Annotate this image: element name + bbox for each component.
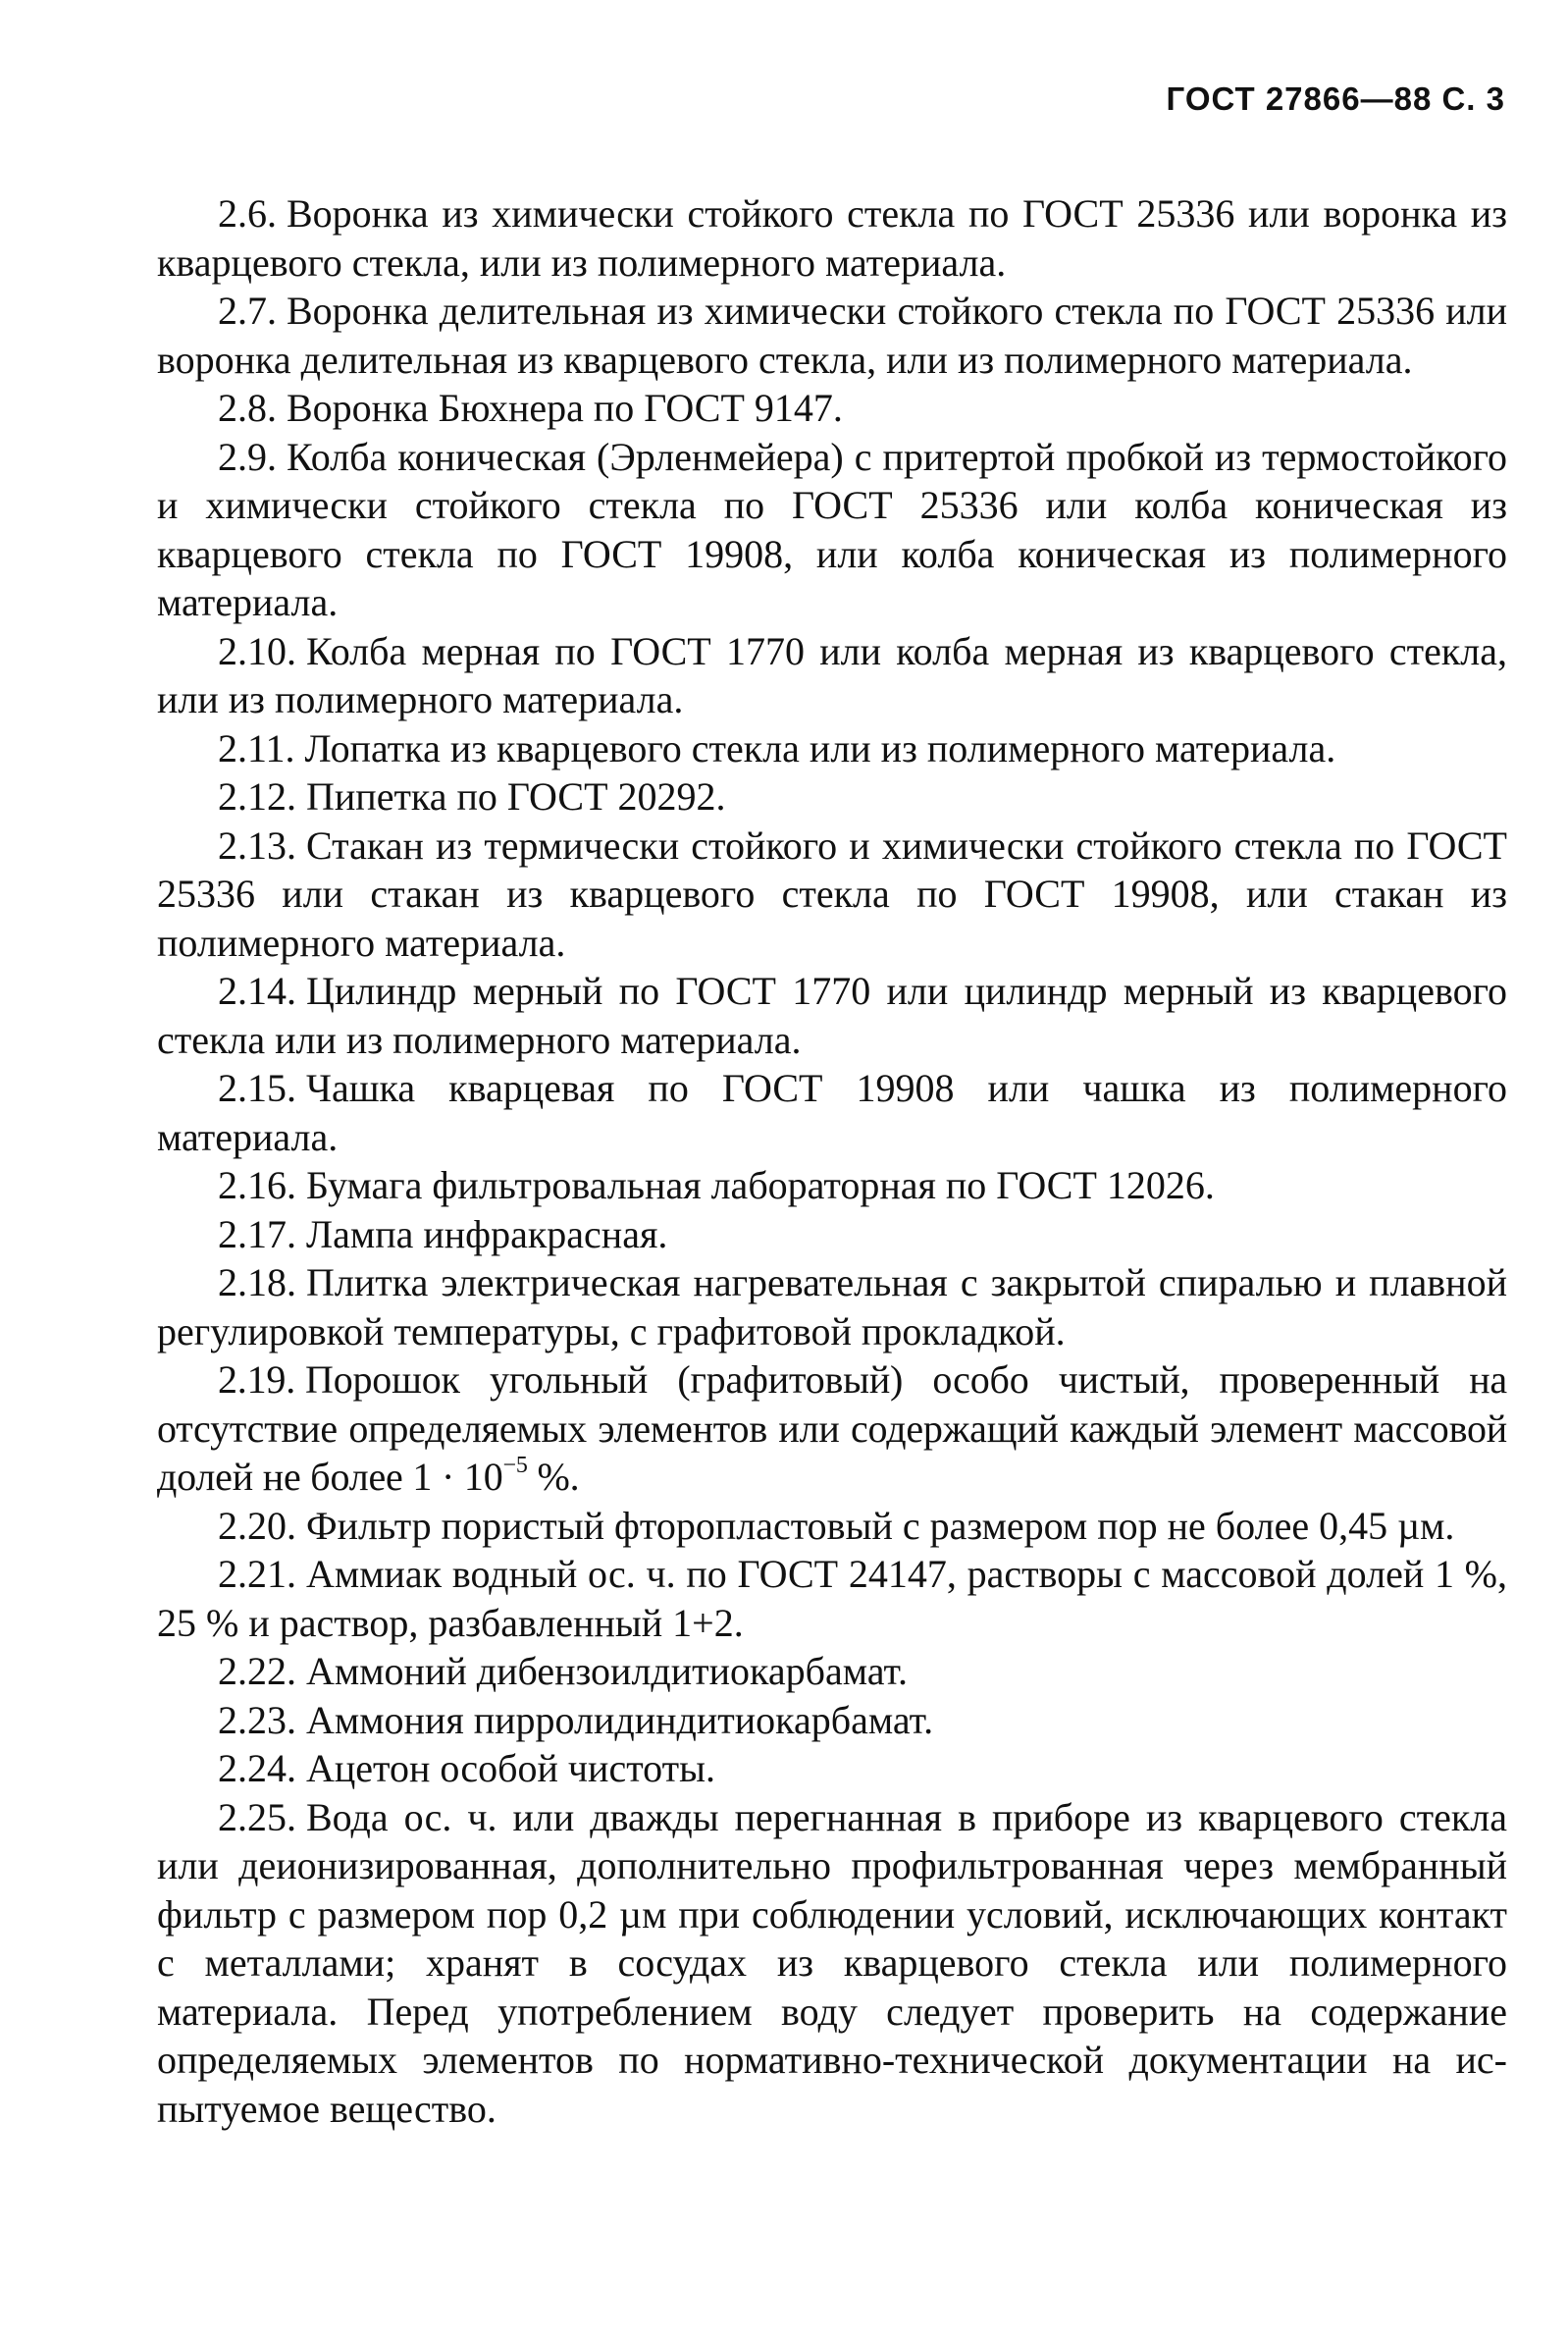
item-text: Воронка Бюхнера по ГОСТ 9147.	[287, 386, 843, 430]
item-number: 2.10.	[218, 628, 296, 673]
exponent: −5	[502, 1453, 528, 1478]
item-number: 2.18.	[218, 1260, 296, 1304]
list-item	[157, 1793, 1507, 2134]
item-text: Стакан из термически стойкого и химически стойкого стекла по ГОСТ 25336 или стакан из кварцевого стекла по ГОСТ 19908, или стакан из полимерного материала.	[157, 823, 1507, 965]
item-number: 2.24.	[218, 1746, 296, 1790]
list-item	[157, 724, 1507, 773]
item-number: 2.7.	[218, 289, 277, 333]
item-text: Воронка из химически стойкого стекла по ГОСТ 25336 или воронка из кварцевого стекла, или из полимерного материала.	[157, 191, 1507, 285]
item-text: Лопатка из кварцевого стекла или из полимерного материала.	[304, 725, 1336, 770]
item-number: 2.11.	[218, 725, 295, 770]
item-number: 2.15.	[218, 1066, 296, 1110]
list-item	[157, 967, 1507, 1064]
item-text: Колба мерная по ГОСТ 1770 или колба мерная из кварцевого стекла, или из полимерного материала.	[157, 628, 1507, 721]
item-text: Порошок угольный (графитовый) особо чистый, проверенный на отсутствие определяемых элементов или содержащий каждый элемент массовой долей не более 1 · 10	[157, 1357, 1507, 1499]
list-item	[157, 384, 1507, 433]
item-number: 2.20.	[218, 1503, 296, 1548]
item-text: Аммоний дибензоилдитиокарбамат.	[306, 1649, 908, 1693]
item-text-after: %.	[527, 1455, 580, 1499]
item-text: Ацетон особой чистоты.	[306, 1746, 715, 1790]
list-item	[157, 1550, 1507, 1647]
item-number: 2.8.	[218, 386, 277, 430]
item-number: 2.9.	[218, 434, 277, 479]
list-item	[157, 1696, 1507, 1745]
item-number: 2.19.	[218, 1357, 296, 1402]
item-number: 2.22.	[218, 1649, 296, 1693]
list-item	[157, 1647, 1507, 1696]
item-number: 2.16.	[218, 1163, 296, 1207]
document-body	[157, 189, 1507, 2133]
page-header: ГОСТ 27866—88 С. 3	[1166, 80, 1505, 117]
item-number: 2.12.	[218, 774, 296, 819]
list-item	[157, 189, 1507, 287]
list-item	[157, 627, 1507, 724]
list-item	[157, 287, 1507, 384]
list-item	[157, 772, 1507, 822]
list-item	[157, 1744, 1507, 1793]
list-item	[157, 1502, 1507, 1551]
list-item	[157, 1258, 1507, 1355]
list-item	[157, 822, 1507, 968]
list-item	[157, 1355, 1507, 1502]
item-text: Аммиак водный ос. ч. по ГОСТ 24147, растворы с массовой долей 1 %, 25 % и раствор, разбавленный 1+2.	[157, 1552, 1507, 1645]
item-text: Фильтр пористый фторопластовый с размером пор не более 0,45 µм.	[306, 1503, 1455, 1548]
list-item	[157, 1161, 1507, 1210]
item-text: Цилиндр мерный по ГОСТ 1770 или цилиндр мерный из кварцевого стекла или из полимерного материала.	[157, 969, 1507, 1062]
item-text: Лампа инфракрасная.	[306, 1211, 668, 1256]
item-text: Вода ос. ч. или дважды перегнанная в приборе из кварцевого стекла или деионизированная, дополнительно профильтрованная через мембранный фильтр с размером пор 0,2 µм при соблюдении условий, исключающих контакт с металлами; хранят в сосудах из кварцевого стекла или полимерного материала. Перед употреблением воду следует проверить на содержание определяемых элементов по нормативно-технической документации на испытуемое вещество.	[157, 1794, 1507, 2131]
item-text: Колба коническая (Эрленмейера) с притертой пробкой из термостойкого и химически стойкого стекла по ГОСТ 25336 или колба коническая из кварцевого стекла по ГОСТ 19908, или колба коническая из полимерного материала.	[157, 434, 1507, 624]
item-number: 2.6.	[218, 191, 277, 236]
list-item	[157, 1064, 1507, 1161]
list-item	[157, 433, 1507, 627]
item-number: 2.25.	[218, 1794, 296, 1839]
item-text: Плитка электрическая нагревательная с закрытой спиралью и плавной регулировкой температуры, с графитовой прокладкой.	[157, 1260, 1507, 1353]
item-text: Чашка кварцевая по ГОСТ 19908 или чашка из полимерного материала.	[157, 1066, 1507, 1159]
item-text: Аммония пирролидиндитиокарбамат.	[306, 1697, 934, 1742]
item-number: 2.14.	[218, 969, 296, 1013]
item-number: 2.21.	[218, 1552, 296, 1596]
item-text: Пипетка по ГОСТ 20292.	[306, 774, 726, 819]
list-item	[157, 1210, 1507, 1259]
item-number: 2.13.	[218, 823, 296, 868]
item-text: Воронка делительная из химически стойкого стекла по ГОСТ 25336 или воронка делительная из кварцевого стекла, или из полимерного материала.	[157, 289, 1507, 382]
item-text: Бумага фильтровальная лабораторная по ГОСТ 12026.	[306, 1163, 1215, 1207]
item-number: 2.23.	[218, 1697, 296, 1742]
item-number: 2.17.	[218, 1211, 296, 1256]
